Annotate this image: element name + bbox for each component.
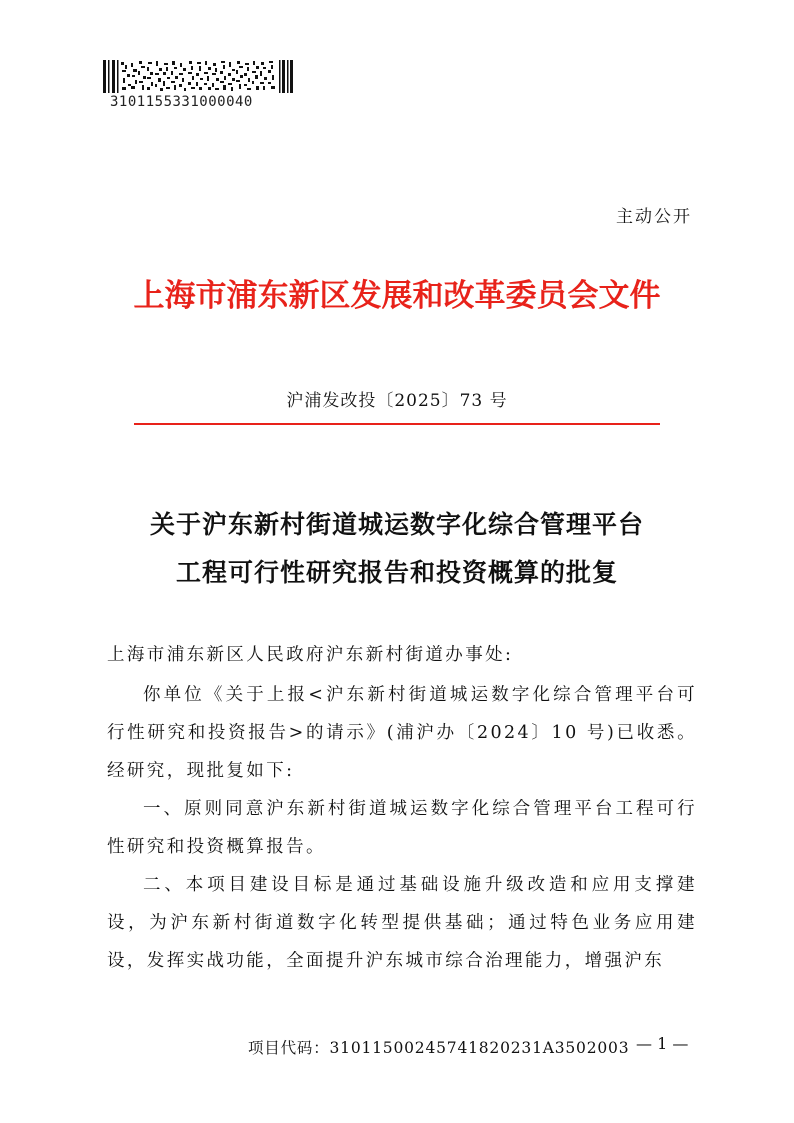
barcode-number: 3101155331000040 [110, 94, 253, 110]
addressee: 上海市浦东新区人民政府沪东新村街道办事处: [107, 645, 514, 665]
body-paragraph-3: 二、本项目建设目标是通过基础设施升级改造和应用支撑建设，为沪东新村街道数字化转型提供基础；通过特色业务应用建设，发挥实战功能，全面提升沪东城市综合治理能力，增强沪东 [107, 875, 697, 971]
page-number: — 1 — [636, 1034, 689, 1053]
red-divider-line [134, 423, 660, 425]
body-paragraph-2: 一、原则同意沪东新村街道城运数字化综合管理平台工程可行性研究和投资概算报告。 [107, 799, 697, 857]
document-title-line-1: 关于沪东新村街道城运数字化综合管理平台 [149, 510, 644, 539]
barcode-graphic [103, 60, 293, 93]
issuer-title: 上海市浦东新区发展和改革委员会文件 [133, 278, 661, 314]
document-title-line-2: 工程可行性研究报告和投资概算的批复 [175, 558, 618, 587]
project-code: 项目代码：31011500245741820231A3502003 [248, 1039, 630, 1057]
disclosure-label: 主动公开 [616, 207, 692, 227]
document-number: 沪浦发改投〔2025〕73 号 [286, 391, 508, 411]
body-paragraph-1: 你单位《关于上报<沪东新村街道城运数字化综合管理平台可行性研究和投资报告>的请示》(浦沪办〔2024〕10 号)已收悉。经研究，现批复如下: [107, 685, 697, 781]
